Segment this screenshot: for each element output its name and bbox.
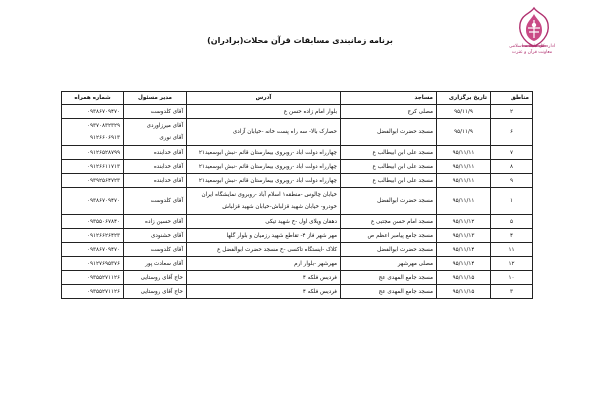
header-region: مناطق	[491, 92, 533, 105]
table-row	[62, 174, 533, 188]
cell-phone: ۰۹۳۸۶۷۰۹۴۷۰	[62, 243, 124, 257]
cell-date: ۹۵/۱۱/۱۴	[437, 243, 491, 257]
table-row	[62, 188, 533, 215]
cell-manager: آقای خدابنده	[124, 146, 187, 160]
cell-manager: آقای خشنودی	[124, 229, 187, 243]
table-row	[62, 105, 533, 119]
cell-mosque: مسجد امام حسن مجتبی ع	[341, 215, 437, 229]
table-row	[62, 285, 533, 299]
table-row	[62, 146, 533, 160]
cell-mosque: مصلی مهرشهر	[341, 257, 437, 271]
cell-phone: ۰۹۱۲۶۵۲۸۷۹۹	[62, 146, 124, 160]
cell-date: ۹۵/۱۱/۱۱	[437, 160, 491, 174]
header-date: تاریخ برگزاری	[437, 92, 491, 105]
cell-mosque: مسجد حضرت ابوالفضل	[341, 119, 437, 146]
header-manager: مدیر مسئول	[124, 92, 187, 105]
logo-caption	[500, 44, 564, 56]
cell-phone: ۰۹۳۹۲۵۶۴۷۲۳	[62, 174, 124, 188]
cell-phone: ۰۹۳۵۵۰۶۷۸۴۰	[62, 215, 124, 229]
cell-mosque: مسجد علی ابن ابیطالب ع	[341, 174, 437, 188]
cell-phone: ۰۹۱۲۶۶۲۶۴۲۳	[62, 229, 124, 243]
header-phone: شماره همراه	[62, 92, 124, 105]
phone-line: ۰۹۳۷۰۸۳۲۳۲۹	[86, 123, 120, 129]
table-row	[62, 243, 533, 257]
table-row	[62, 119, 533, 146]
cell-region: ۵	[491, 215, 533, 229]
cell-mosque: مسجد حضرت ابوالفضل	[341, 243, 437, 257]
cell-address: حصارک بالا- سه راه پست خانه -خیابان آزادی	[187, 119, 341, 146]
cell-region: ۶	[491, 119, 533, 146]
table-row	[62, 257, 533, 271]
cell-phone: ۰۹۳۵۵۲۷۱۱۲۶	[62, 271, 124, 285]
cell-phone	[62, 119, 124, 146]
cell-address: چهارراه دولت اباد -روبروی بیمارستان قائم -نبش ابوسعید۲۱	[187, 160, 341, 174]
manager-line: آقای نوری	[159, 135, 183, 141]
cell-mosque: مسجد جامع پیامبر اعظم ص	[341, 229, 437, 243]
cell-date: ۹۵/۱۱/۹	[437, 119, 491, 146]
cell-region: ۱۰	[491, 271, 533, 285]
cell-region: ۲	[491, 105, 533, 119]
phone-line: ۹۱۲۶۶۰۶۹۱۳	[89, 135, 120, 141]
cell-region: ۴	[491, 229, 533, 243]
cell-phone: ۰۹۳۸۶۷۰۹۴۷۰	[62, 105, 124, 119]
cell-region: ۸	[491, 160, 533, 174]
cell-phone: ۰۹۳۸۶۷۰۹۴۷۰	[62, 188, 124, 215]
address-line: خودرو- خیابان شهید قزلباش-خیابان شهید قزلباش	[222, 204, 337, 210]
cell-date: ۹۵/۱۱/۱۱	[437, 146, 491, 160]
cell-manager: آقای کلدوست	[124, 188, 187, 215]
cell-manager: آقای کلدوست	[124, 105, 187, 119]
cell-address: دهقان ویلای اول -خ شهید تیکی	[187, 215, 341, 229]
logo-caption-line2: معاونت قرآن و عترت	[511, 50, 553, 55]
cell-region: ۷	[491, 146, 533, 160]
cell-manager: آقای خدابنده	[124, 160, 187, 174]
cell-manager: آقای خدابنده	[124, 174, 187, 188]
header-address: آدرس	[187, 92, 341, 105]
cell-date: ۹۵/۱۱/۱۱	[437, 188, 491, 215]
cell-date: ۹۵/۱۱/۱۱	[437, 174, 491, 188]
table-row	[62, 215, 533, 229]
table-row	[62, 229, 533, 243]
table-row	[62, 160, 533, 174]
cell-date: ۹۵/۱۱/۱۵	[437, 271, 491, 285]
cell-address: فردیس فلکه ۴	[187, 285, 341, 299]
cell-date: ۹۵/۱۱/۱۳	[437, 229, 491, 243]
schedule-table	[61, 91, 533, 299]
cell-address: چهارراه دولت اباد -روبروی بیمارستان قائم -نبش ابوسعید۲۱	[187, 174, 341, 188]
cell-date: ۹۵/۱۱/۱۵	[437, 285, 491, 299]
cell-date: ۹۵/۱۱/۱۲	[437, 215, 491, 229]
cell-region: ۹	[491, 174, 533, 188]
cell-region: ۳	[491, 285, 533, 299]
cell-address: فردیس فلکه ۴	[187, 271, 341, 285]
cell-manager: آقای کلدوست	[124, 243, 187, 257]
cell-manager: حاج آقای روستایی	[124, 271, 187, 285]
cell-mosque: مسجد علی ابن ابیطالب ع	[341, 160, 437, 174]
cell-phone: ۰۹۳۵۵۲۷۱۱۲۶	[62, 285, 124, 299]
address-line: خیابان چالوس -منطقه۱ اسلام آباد -روبروی نمایشگاه ایران	[201, 192, 337, 198]
page-title: برنامه زمانبندی مسابقات قرآن محلات(برادران)	[207, 36, 393, 45]
table-header-row	[62, 92, 533, 105]
cell-phone: ۰۹۱۲۷۶۹۵۳۷۶	[62, 257, 124, 271]
cell-address	[187, 188, 341, 215]
cell-region: ۱۱	[491, 243, 533, 257]
cell-date: ۹۵/۱۱/۱۴	[437, 257, 491, 271]
cell-region: ۱	[491, 188, 533, 215]
logo-caption-line1: اداره کل تبلیغات اسلامی	[509, 44, 555, 49]
cell-phone: ۰۹۱۲۶۶۱۱۷۱۳	[62, 160, 124, 174]
cell-mosque: مسجد جامع المهدی عج	[341, 285, 437, 299]
cell-manager: آقای حسین زاده	[124, 215, 187, 229]
cell-manager	[124, 119, 187, 146]
cell-address: بلوار امام زاده حسن ع	[187, 105, 341, 119]
cell-mosque: مسجد جامع المهدی عج	[341, 271, 437, 285]
cell-manager: حاج آقای روستایی	[124, 285, 187, 299]
cell-mosque: مسجد علی ابن ابیطالب ع	[341, 146, 437, 160]
cell-date: ۹۵/۱۱/۹	[437, 105, 491, 119]
cell-manager: آقای سعادت پور	[124, 257, 187, 271]
cell-mosque: مسجد حضرت ابوالفضل	[341, 188, 437, 215]
cell-address: کلاک -ایستگاه تاکسی -خ مسجد حضرت ابوالفضل ع	[187, 243, 341, 257]
cell-region: ۱۲	[491, 257, 533, 271]
cell-mosque: مصلی کرج	[341, 105, 437, 119]
cell-address: مهر شهر فاز ۴- تقاطع شهید رزمیان و بلوار گلها	[187, 229, 341, 243]
header-mosque: مساجد	[341, 92, 437, 105]
manager-line: آقای میرزاوردی	[146, 123, 183, 129]
cell-address: مهرشهر -بلوار ارم	[187, 257, 341, 271]
cell-address: چهارراه دولت اباد -روبروی بیمارستان قائم -نبش ابوسعید۲۱	[187, 146, 341, 160]
table-row	[62, 271, 533, 285]
